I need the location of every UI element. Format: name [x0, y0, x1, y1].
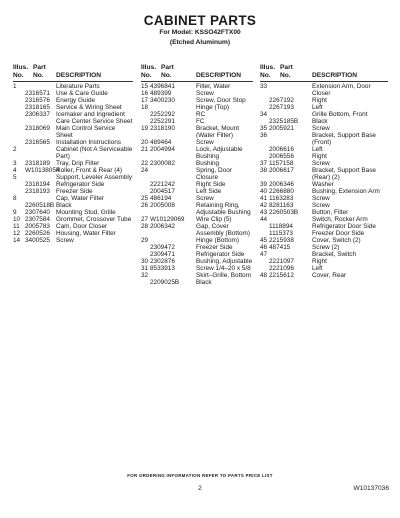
- part-row: [260, 244, 388, 251]
- part-description: Black: [312, 118, 328, 125]
- part-description: Left Side: [196, 188, 222, 195]
- illus-number: 31: [141, 265, 149, 272]
- part-description: Screw (2): [312, 244, 340, 251]
- illus-number: 8: [13, 195, 17, 202]
- part-row: [260, 97, 388, 104]
- illus-number: 1: [13, 83, 17, 90]
- illus-number: 10: [13, 216, 21, 223]
- part-description: Screw: [196, 139, 214, 146]
- illus-number: 41: [260, 195, 268, 202]
- part-row: [260, 265, 388, 272]
- part-row: [141, 181, 253, 188]
- part-description: Screw: [56, 237, 74, 244]
- part-row: [13, 90, 133, 97]
- part-row: [260, 258, 388, 265]
- part-description: Wire Clip (5): [196, 216, 232, 223]
- part-number: 2306337: [25, 111, 50, 118]
- part-number: 8281163: [269, 202, 294, 209]
- illus-number: 2: [13, 146, 17, 153]
- part-description: Icemaker and Ingredient Care Center Service Sheet: [56, 111, 133, 125]
- part-description: Housing, Water Filter: [56, 230, 116, 237]
- part-number: 2221242: [150, 181, 175, 188]
- part-description: Skirt–Grille, Bottom: [196, 272, 252, 279]
- part-row: [13, 188, 133, 195]
- part-row: [260, 181, 388, 188]
- part-description: Support, Leveler Assembly: [56, 174, 133, 181]
- part-row: [13, 174, 133, 181]
- part-number: 2300082: [150, 160, 175, 167]
- part-description: Screw 1/4–20 x 5/8: [196, 265, 251, 272]
- part-number: 2266880: [269, 188, 294, 195]
- illus-number: 16: [141, 90, 149, 97]
- part-description: Screw: [196, 195, 214, 202]
- part-number: 2006346: [269, 181, 294, 188]
- part-number: 8533913: [150, 265, 175, 272]
- part-row: [13, 181, 133, 188]
- part-number: 489464: [150, 139, 172, 146]
- part-description: Black: [196, 279, 212, 286]
- illus-number: 20: [141, 139, 149, 146]
- part-description: Bushing, Extension Arm: [312, 188, 380, 195]
- illus-number: 4: [13, 167, 17, 174]
- part-number: 2006617: [269, 167, 294, 174]
- header-illus-no: Illus. No.: [13, 64, 29, 79]
- part-description: Switch, Rocker Arm: [312, 216, 368, 223]
- part-description: Tray, Drip Filter: [56, 160, 100, 167]
- part-row: [141, 139, 253, 146]
- part-row: [260, 125, 388, 132]
- header-illus-no: Illus. No.: [141, 64, 157, 79]
- part-number: 2005008: [150, 202, 175, 209]
- part-number: 2215612: [269, 272, 294, 279]
- part-row: [13, 125, 133, 139]
- part-number: 2260503B: [269, 209, 299, 216]
- part-number: 486194: [150, 195, 172, 202]
- illus-number: 22: [141, 160, 149, 167]
- model-line: For Model: KSSO42FTX00: [159, 29, 241, 36]
- illus-number: 45: [260, 237, 268, 244]
- illus-number: 21: [141, 146, 149, 153]
- part-row: [260, 230, 388, 237]
- part-description: Grommet, Crossover Tube: [56, 216, 132, 223]
- header-rule: [13, 81, 133, 82]
- illus-number: 18: [141, 104, 149, 111]
- part-row: [260, 104, 388, 111]
- model-variant: (Etched Aluminum): [169, 39, 231, 46]
- part-description: Cabinet (Not A Serviceable Part): [56, 146, 133, 160]
- illus-number: 38: [260, 167, 268, 174]
- part-description: Literature Parts: [56, 83, 100, 90]
- part-row: [141, 258, 253, 265]
- illus-number: 48: [260, 272, 268, 279]
- part-number: 2318190: [150, 125, 175, 132]
- part-description: Screw: [312, 202, 330, 209]
- parts-list: [13, 83, 133, 244]
- part-number: 2260526: [25, 230, 50, 237]
- part-number: 2006616: [269, 146, 294, 153]
- illus-number: 33: [260, 83, 268, 90]
- illus-number: 11: [13, 223, 20, 230]
- part-row: [260, 160, 388, 167]
- part-description: Cover, Rear: [312, 272, 347, 279]
- part-row: [13, 195, 133, 202]
- part-description: Left: [312, 104, 323, 111]
- part-row: [13, 230, 133, 237]
- header-illus-no: Illus. No.: [260, 64, 276, 79]
- part-description: Gap, Cover Assembly (Bottom): [196, 223, 250, 237]
- part-description: Hinge (Top): [196, 104, 230, 111]
- part-description: Cover, Switch (2): [312, 237, 361, 244]
- part-number: 2267192: [269, 97, 294, 104]
- part-description: Refrigerator Side: [196, 251, 245, 258]
- part-row: [141, 83, 253, 90]
- part-number: 2309471: [150, 251, 175, 258]
- part-number: 2318165: [25, 104, 50, 111]
- part-description: Filter, Water: [196, 83, 231, 90]
- part-row: [13, 167, 133, 174]
- part-number: W10129069: [150, 216, 185, 223]
- part-row: [141, 202, 253, 216]
- part-row: [141, 188, 253, 195]
- part-number: 2209025B: [150, 279, 180, 286]
- header-part-no: Part No.: [161, 64, 174, 79]
- part-description: Mounting Stud, Grille: [56, 209, 116, 216]
- part-row: [260, 237, 388, 244]
- illus-number: 24: [141, 167, 149, 174]
- illus-number: 5: [13, 174, 17, 181]
- illus-number: 3: [13, 160, 17, 167]
- part-row: [141, 160, 253, 167]
- part-description: Right: [312, 258, 327, 265]
- part-description: Right Side: [196, 181, 226, 188]
- part-number: 4396841: [150, 83, 175, 90]
- part-number: 2004517: [150, 188, 175, 195]
- part-row: [13, 139, 133, 146]
- part-row: [260, 202, 388, 209]
- part-number: 3400230: [150, 97, 175, 104]
- part-row: [141, 167, 253, 181]
- document-number: W10137036: [353, 485, 389, 492]
- part-description: Screw: [196, 90, 214, 97]
- illus-number: 19: [141, 125, 149, 132]
- part-row: [13, 146, 133, 160]
- part-description: Bushing, Adjustable: [196, 258, 253, 265]
- illus-number: 37: [260, 160, 268, 167]
- part-row: [260, 111, 388, 118]
- part-description: Extension Arm, Door Closer: [312, 83, 371, 97]
- illus-number: 42: [260, 202, 268, 209]
- illus-number: 35: [260, 125, 268, 132]
- part-row: [260, 209, 388, 216]
- part-description: Refrigerator Side: [56, 181, 105, 188]
- illus-number: 27: [141, 216, 149, 223]
- part-description: Left: [312, 265, 323, 272]
- part-number: 2316565: [25, 139, 50, 146]
- part-row: [141, 279, 253, 286]
- ordering-notice: FOR ORDERING INFORMATION REFER TO PARTS PRICE LIST: [127, 473, 273, 478]
- illus-number: 32: [141, 272, 149, 279]
- part-description: Hinge (Bottom): [196, 237, 239, 244]
- part-row: [141, 251, 253, 258]
- part-number: 2318194: [25, 181, 50, 188]
- part-description: Bracket, Support Base (Rear) (2): [312, 167, 376, 181]
- part-row: [260, 251, 388, 258]
- illus-number: 28: [141, 223, 149, 230]
- part-row: [13, 223, 133, 230]
- part-row: [260, 216, 388, 223]
- part-description: Main Control Service Sheet: [56, 125, 116, 139]
- part-number: 2260518B: [25, 202, 55, 209]
- illus-number: 43: [260, 209, 268, 216]
- part-number: 2221096: [269, 265, 294, 272]
- part-number: 1115373: [269, 230, 293, 237]
- part-row: [141, 237, 253, 244]
- parts-column-1: [13, 64, 133, 244]
- part-description: Cam, Door Closer: [56, 223, 108, 230]
- part-number: 2307584: [25, 216, 50, 223]
- part-description: Freezer Side: [196, 244, 233, 251]
- part-row: [260, 223, 388, 230]
- part-number: 2316571: [25, 90, 50, 97]
- part-row: [13, 111, 133, 125]
- part-number: 2004994: [150, 146, 175, 153]
- illus-number: 39: [260, 181, 268, 188]
- part-number: 2221097: [269, 258, 294, 265]
- illus-number: 15: [141, 83, 149, 90]
- illus-number: 30: [141, 258, 149, 265]
- part-number: 2252291: [150, 118, 175, 125]
- header-description: DESCRIPTION: [56, 72, 102, 79]
- part-description: Screw: [312, 125, 330, 132]
- part-description: Service & Wiring Sheet: [56, 104, 122, 111]
- part-description: Black: [56, 202, 72, 209]
- part-number: 2302876: [150, 258, 175, 265]
- part-number: 2252292: [150, 111, 175, 118]
- part-description: Refrigerator Door Side: [312, 223, 376, 230]
- header-description: DESCRIPTION: [312, 72, 358, 79]
- part-row: [141, 265, 253, 272]
- part-description: Bracket, Switch: [312, 251, 357, 258]
- part-row: [141, 97, 253, 104]
- part-row: [13, 216, 133, 223]
- part-row: [141, 195, 253, 202]
- illus-number: 29: [141, 237, 149, 244]
- part-description: Bracket, Support Base (Front): [312, 132, 376, 146]
- header-part-no: Part No.: [280, 64, 293, 79]
- part-description: Cap, Water Filter: [56, 195, 105, 202]
- part-number: 2318069: [25, 125, 50, 132]
- part-description: Freezer Door Side: [312, 230, 365, 237]
- part-row: [13, 104, 133, 111]
- part-number: 2006342: [150, 223, 175, 230]
- part-description: Retaining Ring, Adjustable Bushing: [196, 202, 251, 216]
- parts-column-3: [260, 64, 388, 279]
- illus-number: 25: [141, 195, 149, 202]
- part-number: 2318193: [25, 188, 50, 195]
- part-number: 2309472: [150, 244, 175, 251]
- part-row: [13, 83, 133, 90]
- illus-number: 34: [260, 111, 268, 118]
- part-number: 1118894: [269, 223, 293, 230]
- part-row: [13, 237, 133, 244]
- part-number: 2307640: [25, 209, 50, 216]
- part-number: 2318189: [25, 160, 50, 167]
- part-description: Grille Bottom, Front: [312, 111, 368, 118]
- illus-number: 40: [260, 188, 268, 195]
- part-row: [141, 216, 253, 223]
- illus-number: 47: [260, 251, 268, 258]
- part-row: [260, 118, 388, 125]
- part-row: [141, 146, 253, 160]
- part-number: 487415: [269, 244, 291, 251]
- parts-list: [260, 83, 388, 279]
- part-number: 2267193: [269, 104, 294, 111]
- part-row: [141, 272, 253, 279]
- part-description: Right: [312, 153, 327, 160]
- part-description: Bushing: [196, 160, 220, 167]
- part-row: [141, 244, 253, 251]
- part-description: Freezer Side: [56, 188, 93, 195]
- part-row: [260, 188, 388, 195]
- part-number: 489399: [150, 90, 172, 97]
- part-row: [260, 132, 388, 146]
- part-row: [141, 125, 253, 139]
- part-number: 2325185B: [269, 118, 299, 125]
- part-row: [260, 83, 388, 97]
- part-row: [13, 160, 133, 167]
- part-description: Lock, Adjustable Bushing: [196, 146, 243, 160]
- illus-number: 26: [141, 202, 149, 209]
- part-row: [141, 118, 253, 125]
- part-description: Bracket, Mount (Water Filter): [196, 125, 239, 139]
- part-number: 2215938: [269, 237, 294, 244]
- part-description: Spring, Door Closure: [196, 167, 232, 181]
- part-row: [260, 167, 388, 181]
- part-description: Installation Instructions: [56, 139, 122, 146]
- part-description: Washer: [312, 181, 334, 188]
- part-number: W10138054: [25, 167, 60, 174]
- part-row: [141, 111, 253, 118]
- part-description: Use & Care Guide: [56, 90, 108, 97]
- part-number: 2005783: [25, 223, 50, 230]
- part-description: Screw: [312, 195, 330, 202]
- part-row: [13, 209, 133, 216]
- part-description: Energy Guide: [56, 97, 96, 104]
- part-description: RC: [196, 111, 206, 118]
- illus-number: 12: [13, 230, 21, 237]
- part-description: Left: [312, 146, 323, 153]
- page-number: 2: [198, 485, 202, 492]
- part-row: [13, 202, 133, 209]
- part-number: 1157158: [269, 160, 294, 167]
- part-row: [260, 153, 388, 160]
- part-description: Roller, Front & Rear (4): [56, 167, 123, 174]
- illus-number: 17: [141, 97, 149, 104]
- part-description: Button, Filter: [312, 209, 349, 216]
- illus-number: 36: [260, 132, 268, 139]
- part-row: [260, 195, 388, 202]
- part-row: [141, 223, 253, 237]
- header-rule: [260, 81, 388, 82]
- parts-list: [141, 83, 253, 286]
- part-number: 3400525: [25, 237, 50, 244]
- illus-number: 46: [260, 244, 268, 251]
- parts-column-2: [141, 64, 253, 286]
- header-description: DESCRIPTION: [196, 72, 242, 79]
- part-number: 2005921: [269, 125, 294, 132]
- header-part-no: Part No.: [33, 64, 46, 79]
- part-row: [141, 90, 253, 97]
- part-number: 1163283: [269, 195, 294, 202]
- part-description: FC: [196, 118, 205, 125]
- part-row: [13, 97, 133, 104]
- illus-number: 9: [13, 209, 17, 216]
- part-row: [260, 146, 388, 153]
- part-description: Screw: [312, 160, 330, 167]
- part-number: 2316576: [25, 97, 50, 104]
- part-number: 2006556: [269, 153, 294, 160]
- illus-number: 14: [13, 237, 21, 244]
- part-description: Screw, Door Stop: [196, 97, 246, 104]
- header-rule: [141, 81, 253, 82]
- illus-number: 44: [260, 216, 268, 223]
- part-description: Right: [312, 97, 327, 104]
- part-row: [141, 104, 253, 111]
- page-title: CABINET PARTS: [143, 13, 257, 28]
- part-row: [260, 272, 388, 279]
